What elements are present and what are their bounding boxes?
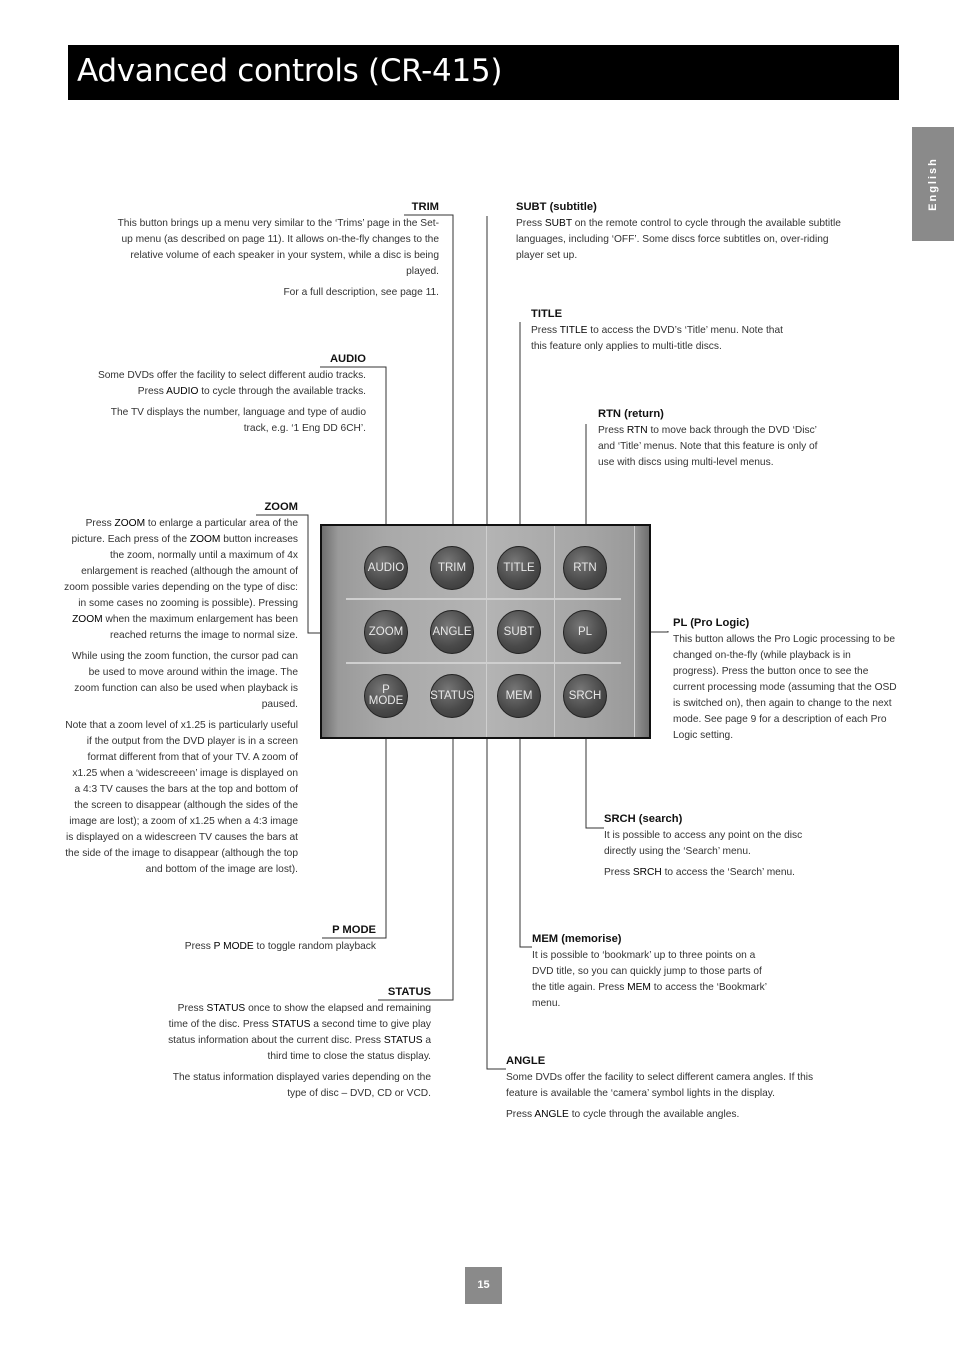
text: Press [604, 867, 633, 878]
key-name: SUBT [544, 218, 572, 229]
rtn-section [598, 407, 834, 476]
key-name: STATUS [271, 1019, 311, 1030]
rtn-button[interactable]: RTN [563, 546, 607, 590]
status-heading: STATUS [387, 986, 431, 998]
audio-section [96, 352, 366, 442]
audio-display-note: The TV displays the number, language and type of audio track, e.g. ‘1 Eng DD 6CH’. [110, 407, 366, 434]
mem-leader [520, 717, 532, 947]
zoom-button[interactable]: ZOOM [364, 610, 408, 654]
pmode-button[interactable]: P MODE [364, 674, 408, 718]
remote-control-panel [320, 524, 651, 739]
audio-heading: AUDIO [329, 353, 366, 365]
title-description [531, 323, 801, 355]
rtn-description [598, 423, 834, 471]
srch-instruction [604, 865, 824, 881]
key-name: TITLE [559, 325, 588, 336]
key-name: RTN [626, 425, 648, 436]
text: Press [531, 325, 560, 336]
key-name: ZOOM [114, 518, 146, 529]
title-heading: TITLE [531, 308, 563, 320]
title-button[interactable]: TITLE [497, 546, 541, 590]
mem-button[interactable]: MEM [497, 674, 541, 718]
text: Some DVDs offer the facility to select different audio tracks. Press [97, 370, 366, 397]
remote-divider [554, 526, 555, 737]
trim-section [116, 200, 439, 306]
status-description [158, 1001, 431, 1065]
rtn-heading: RTN (return) [598, 408, 664, 420]
pmode-leader [322, 717, 386, 938]
text: a second time to give play status information about the current disc. Press [168, 1019, 431, 1046]
status-section [158, 985, 431, 1107]
text: to move back through the DVD ‘Disc’ and ‘Title’ menus. Note that this feature is only of use with discs using multi-level menus. [598, 425, 818, 468]
zoom-level-note: Note that a zoom level of x1.25 is particularly useful if the output from the DVD player is in a screen format different from that of your TV. A zoom of x1.25 when a ‘widescreeen’ image is displayed on a 4:3 TV causes the bars at the top and bottom of the screen to disappear (although the sides of the image are lost); a zoom of x1.25 when a 4:3 image is displayed on a widescreen TV causes the bars at the side of the image to disappear (although the top and bottom of the image are lost). [65, 720, 298, 875]
status-leader [378, 717, 453, 1000]
text: a third time to close the status display. [267, 1035, 431, 1062]
text: to access the ‘Search’ menu. [661, 867, 796, 878]
key-name: AUDIO [166, 386, 199, 397]
angle-description: Some DVDs offer the facility to select different camera angles. If this feature is available the ‘camera’ symbol lights in the display. [506, 1072, 814, 1099]
audio-description [96, 368, 366, 400]
audio-button[interactable]: AUDIO [364, 546, 408, 590]
page-title: Advanced controls (CR-415) [77, 53, 503, 89]
mem-description [532, 948, 768, 1012]
zoom-section [64, 500, 298, 883]
pmode-description [160, 939, 376, 955]
key-name: ZOOM [72, 614, 103, 625]
key-name: ZOOM [189, 534, 221, 545]
text: Press [516, 218, 545, 229]
key-name: P MODE [213, 941, 254, 952]
trim-reference: For a full description, see page 11. [283, 287, 439, 298]
key-name: SRCH [632, 867, 662, 878]
pl-section [673, 616, 899, 749]
text: Press [598, 425, 627, 436]
subt-button[interactable]: SUBT [497, 610, 541, 654]
angle-section [506, 1054, 816, 1128]
pl-button[interactable]: PL [563, 610, 607, 654]
title-section [531, 307, 801, 360]
angle-button[interactable]: ANGLE [430, 610, 474, 654]
trim-description: This button brings up a menu very similar to the ‘Trims’ page in the Set-up menu (as described on page 11). It allows on-the-fly changes to the relative volume of each speaker in your system, while a disc is being played. [117, 218, 439, 277]
status-button[interactable]: STATUS [430, 674, 474, 718]
text: It is possible to ‘bookmark’ up to three points on a DVD title, so you can quickly jump to those parts of the title again. Press [532, 950, 762, 993]
language-tab-label: English [927, 157, 939, 211]
text: to cycle through the available tracks. [198, 386, 366, 397]
angle-instruction [506, 1107, 816, 1123]
text: on the remote control to cycle through the available subtitle languages, including ‘OFF’. Some discs force subtitles on, over-riding player set up. [516, 218, 841, 261]
text: Press [184, 941, 214, 952]
key-name: STATUS [383, 1035, 423, 1046]
text: when the maximum enlargement has been reached returns the image to normal size. [102, 614, 298, 641]
text: button increases the zoom, normally until a maximum of 4x enlargement is reached (although the amount of zoom possible varies depending on the type of disc: in some cases no zooming is possible). Pressing [64, 534, 298, 609]
angle-heading: ANGLE [506, 1055, 546, 1067]
mem-heading: MEM (memorise) [532, 933, 622, 945]
pl-heading: PL (Pro Logic) [673, 617, 750, 629]
text: Press [177, 1003, 207, 1014]
key-name: STATUS [206, 1003, 246, 1014]
mem-section [532, 932, 768, 1017]
zoom-heading: ZOOM [264, 501, 298, 513]
pmode-heading: P MODE [332, 924, 376, 936]
key-name: ANGLE [534, 1109, 569, 1120]
srch-heading: SRCH (search) [604, 813, 683, 825]
text: to cycle through the available angles. [568, 1109, 740, 1120]
pl-description: This button allows the Pro Logic processing to be changed on-the-fly (while playback is in progress). Press the button once to see the current processing mode (assuming that the OSD is switched on), then again to change to the next mode. See page 9 for a description of each Pro Logic setting. [673, 634, 897, 741]
remote-divider [346, 662, 621, 664]
trim-button[interactable]: TRIM [430, 546, 474, 590]
page-number: 15 [465, 1267, 502, 1304]
srch-button[interactable]: SRCH [563, 674, 607, 718]
text: Press [506, 1109, 535, 1120]
text: to access the DVD’s ‘Title’ menu. Note that this feature only applies to multi-title discs. [531, 325, 783, 352]
srch-section [604, 812, 824, 886]
subt-section [516, 200, 846, 269]
trim-heading: TRIM [411, 201, 439, 213]
text: to enlarge a particular area of the picture. Each press of the [71, 518, 298, 545]
text: to access the ‘Bookmark’ menu. [532, 982, 767, 1009]
subt-heading: SUBT (subtitle) [516, 201, 597, 213]
pmode-section [160, 923, 376, 960]
status-disc-note: The status information displayed varies depending on the type of disc – DVD, CD or VCD. [172, 1072, 431, 1099]
remote-divider [486, 526, 487, 737]
zoom-description [64, 516, 298, 644]
subt-description [516, 216, 846, 264]
srch-description: It is possible to access any point on the disc directly using the ‘Search’ menu. [604, 830, 803, 857]
zoom-cursor-note: While using the zoom function, the cursor pad can be used to move around within the image. The zoom function can also be used when playback is paused. [72, 651, 298, 710]
remote-divider [634, 526, 635, 737]
remote-divider [346, 598, 621, 600]
text: to toggle random playback [253, 941, 376, 952]
key-name: MEM [627, 982, 651, 993]
text: Press [85, 518, 115, 529]
text: once to show the elapsed and remaining time of the disc. Press [168, 1003, 431, 1030]
